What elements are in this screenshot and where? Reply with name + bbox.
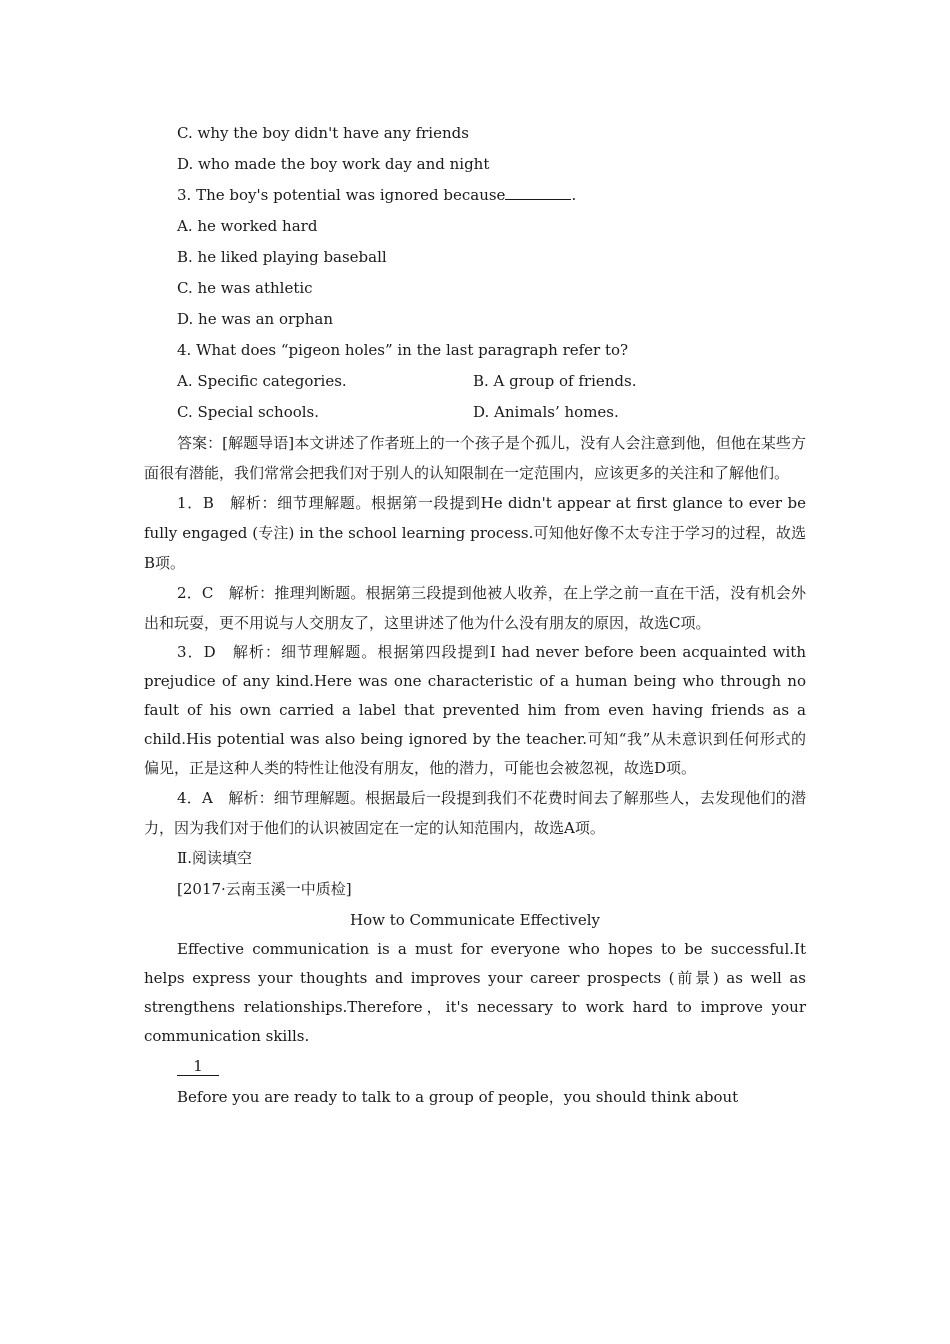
q3-stem-end: . — [571, 186, 577, 204]
q3-option-d: D. he was an orphan — [177, 310, 334, 328]
article-title: How to Communicate Effectively — [350, 911, 600, 929]
q2-option-c: C. why the boy didn't have any friends — [177, 124, 469, 142]
section-heading: Ⅱ.阅读填空 — [177, 849, 252, 867]
answer-2: 2．C 解析：推理判断题。根据第三段提到他被人收养，在上学之前一直在干活，没有机会外出和玩耍，更不用说与人交朋友了，这里讲述了他为什么没有朋友的原因，故选C项。 — [144, 584, 806, 632]
answer-intro: 答案：[解题导语]本文讲述了作者班上的一个孩子是个孤儿，没有人会注意到他，但他在某些方面很有潜能，我们常常会把我们对于别人的认知限制在一定范围内，应该更多的关注和了解他们。 — [144, 434, 806, 482]
q4-option-b: B. A group of friends. — [473, 372, 637, 390]
answer-4: 4．A 解析：细节理解题。根据最后一段提到我们不花费时间去了解那些人，去发现他们的潜力，因为我们对于他们的认识被固定在一定的认知范围内，故选A项。 — [144, 789, 806, 837]
q4-option-c: C. Special schools. — [177, 403, 320, 421]
q3-answer-blank — [505, 185, 571, 200]
source-label: [2017·云南玉溪一中质检] — [177, 880, 352, 898]
document-page — [144, 118, 806, 1112]
q3-stem — [144, 180, 806, 211]
q3-option-c: C. he was athletic — [177, 279, 313, 297]
blank-1-number: 1 — [177, 1057, 219, 1076]
q3-option-a: A. he worked hard — [177, 217, 318, 235]
answer-1: 1．B 解析：细节理解题。根据第一段提到He didn't appear at first glance to ever be fully engaged (专注) in the school learning process.可知他好像不太专注于学习的过程，故选B项。 — [144, 494, 806, 572]
article-paragraph-1: Effective communication is a must for everyone who hopes to be successful.It helps express your thoughts and improves your career prospects (前景) as well as strengthens relationships.Therefore，it's necessary to work hard to improve your communication skills. — [144, 940, 806, 1045]
q4-options-row-1 — [144, 366, 806, 397]
q4-option-a: A. Specific categories. — [177, 372, 347, 390]
q4-stem: 4. What does “pigeon holes” in the last paragraph refer to? — [177, 341, 629, 359]
q4-option-d: D. Animals’ homes. — [473, 403, 619, 421]
answer-3: 3．D 解析：细节理解题。根据第四段提到I had never before been acquainted with prejudice of any kind.Here was one characteristic of a human being who through no fault of his own carried a label that prevented him from even having friends as a child.His potential was also being ignored by the teacher.可知“我”从未意识到任何形式的偏见，正是这种人类的特性让他没有朋友，他的潜力，可能也会被忽视，故选D项。 — [144, 643, 806, 777]
article-paragraph-2: Before you are ready to talk to a group of people，you should think about — [177, 1088, 739, 1106]
q2-option-d: D. who made the boy work day and night — [177, 155, 490, 173]
q3-option-b: B. he liked playing baseball — [177, 248, 387, 266]
q4-options-row-2 — [144, 397, 806, 428]
blank-1 — [144, 1051, 806, 1082]
q3-stem-text: 3. The boy's potential was ignored because — [177, 186, 506, 204]
